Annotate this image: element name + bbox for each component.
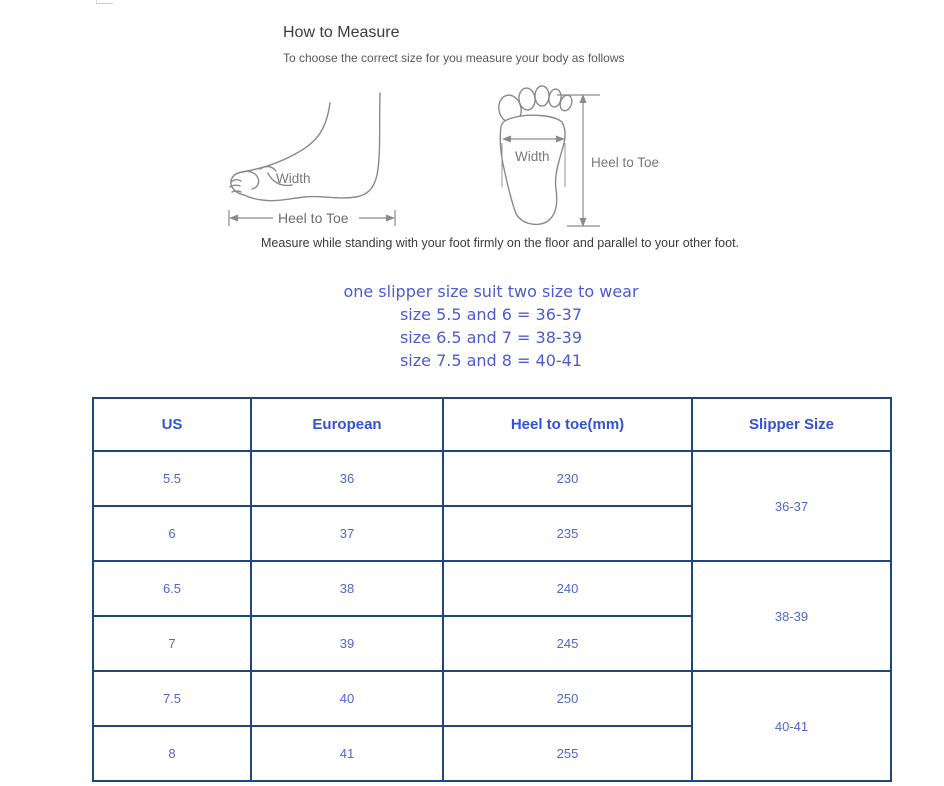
- column-header-us: US: [93, 398, 251, 451]
- page-title: How to Measure: [283, 24, 400, 41]
- cell-heel-to-toe: 255: [443, 726, 692, 781]
- cell-european: 37: [251, 506, 443, 561]
- column-header-european: European: [251, 398, 443, 451]
- foot-side-view-illustration: [226, 85, 401, 233]
- table-row: [93, 561, 891, 616]
- page-subtitle: To choose the correct size for you measure your body as follows: [283, 51, 625, 65]
- cell-us: 6.5: [93, 561, 251, 616]
- cell-us: 7: [93, 616, 251, 671]
- cell-us: 6: [93, 506, 251, 561]
- side-heel-to-toe-label: Heel to Toe: [278, 210, 349, 226]
- cell-heel-to-toe: 250: [443, 671, 692, 726]
- cell-heel-to-toe: 240: [443, 561, 692, 616]
- cell-european: 41: [251, 726, 443, 781]
- cropped-text-fragment: [96, 0, 113, 4]
- slipper-size-note: [343, 280, 638, 372]
- cell-us: 8: [93, 726, 251, 781]
- cell-european: 38: [251, 561, 443, 616]
- cell-us: 7.5: [93, 671, 251, 726]
- cell-heel-to-toe: 235: [443, 506, 692, 561]
- foot-top-view-illustration: [488, 85, 688, 233]
- measure-instruction: Measure while standing with your foot firmly on the floor and parallel to your other foot.: [260, 236, 740, 250]
- cell-slipper-size: 36-37: [692, 451, 891, 561]
- table-row: [93, 671, 891, 726]
- column-header-slipper-size: Slipper Size: [692, 398, 891, 451]
- slipper-size-note-line: size 7.5 and 8 = 40-41: [399, 351, 583, 370]
- cell-european: 40: [251, 671, 443, 726]
- slipper-size-note-heading: one slipper size suit two size to wear: [343, 282, 639, 301]
- table-header-row: [93, 398, 891, 451]
- table-row: [93, 451, 891, 506]
- slipper-size-note-line: size 6.5 and 7 = 38-39: [399, 328, 583, 347]
- cell-slipper-size: 38-39: [692, 561, 891, 671]
- top-heel-to-toe-label: Heel to Toe: [591, 155, 660, 170]
- top-width-label: Width: [515, 149, 550, 164]
- cell-heel-to-toe: 230: [443, 451, 692, 506]
- cell-slipper-size: 40-41: [692, 671, 891, 781]
- column-header-heel-to-toe: Heel to toe(mm): [443, 398, 692, 451]
- size-chart-table: [92, 397, 892, 782]
- side-width-label: Width: [276, 171, 311, 186]
- cell-european: 36: [251, 451, 443, 506]
- slipper-size-note-line: size 5.5 and 6 = 36-37: [399, 305, 583, 324]
- cell-us: 5.5: [93, 451, 251, 506]
- cell-heel-to-toe: 245: [443, 616, 692, 671]
- cell-european: 39: [251, 616, 443, 671]
